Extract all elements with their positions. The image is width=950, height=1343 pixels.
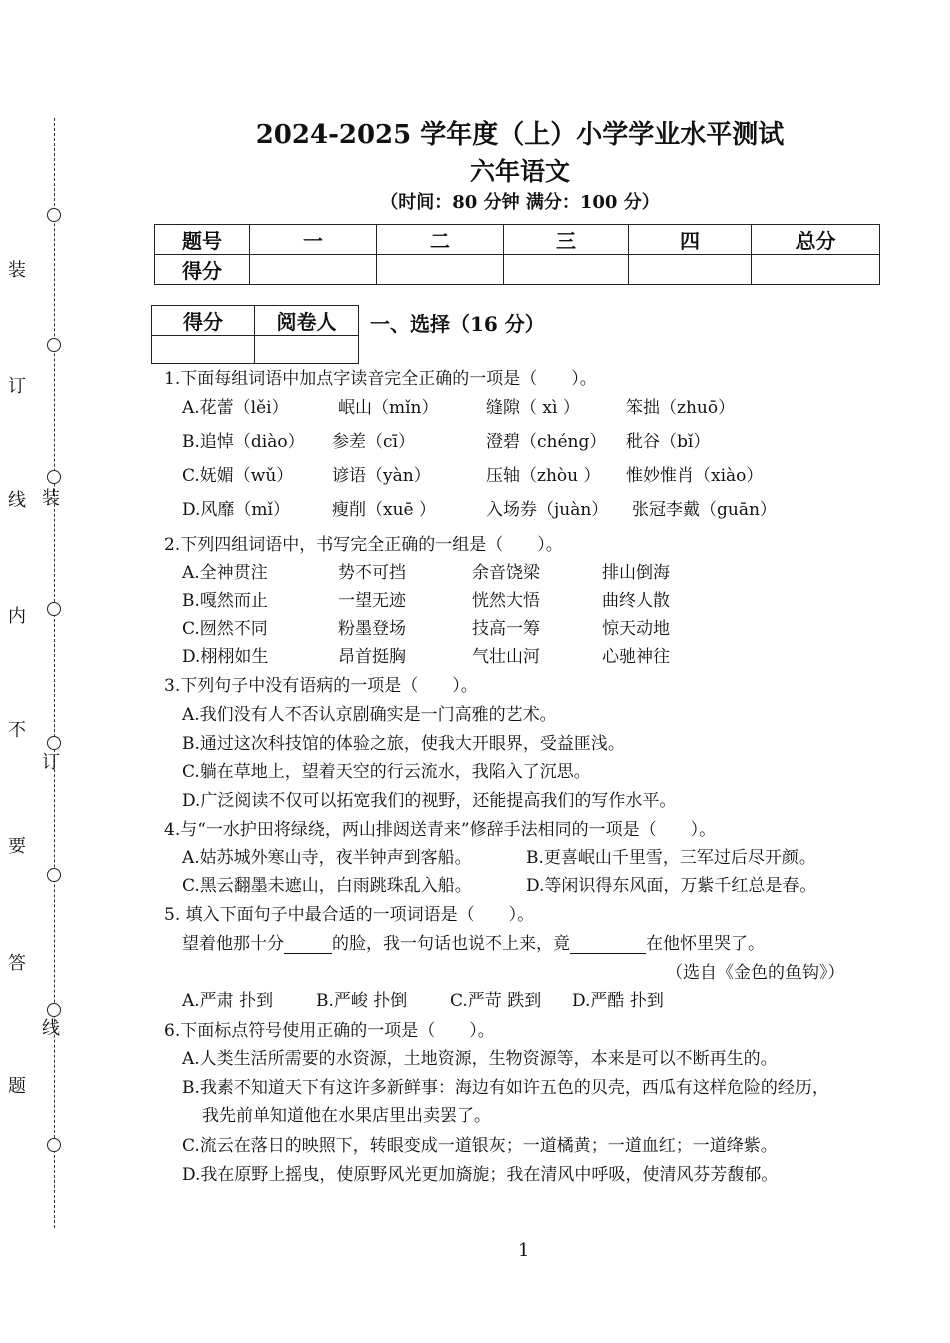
score-empty-cell bbox=[377, 255, 504, 285]
binding-dashed-line bbox=[54, 118, 55, 1228]
section-title: 一、选择（16 分） bbox=[370, 312, 545, 336]
exam-info: （时间：80 分钟 满分：100 分） bbox=[380, 192, 660, 213]
question-5-stem: 5. 填入下面句子中最合适的一项词语是（ ）。 bbox=[164, 905, 535, 925]
binding-hole-icon bbox=[47, 208, 61, 222]
margin-char: 要 bbox=[8, 836, 26, 857]
score-table bbox=[154, 224, 880, 285]
score-header-cell: 二 bbox=[377, 225, 504, 255]
question-3-option-b: B.通过这次科技馆的体验之旅，使我大开眼界，受益匪浅。 bbox=[182, 734, 625, 754]
question-6-option-a: A.人类生活所需要的水资源，土地资源，生物资源等，本来是可以不断再生的。 bbox=[182, 1049, 778, 1069]
binding-hole-icon bbox=[47, 736, 61, 750]
grader-table bbox=[151, 305, 359, 364]
question-4-stem: 4.与“一水护田将绿绕，两山排闼送青来”修辞手法相同的一项是（ ）。 bbox=[164, 820, 717, 840]
score-empty-cell bbox=[629, 255, 752, 285]
score-header-cell: 四 bbox=[629, 225, 752, 255]
score-empty-cell bbox=[250, 255, 377, 285]
binding-hole-icon bbox=[47, 470, 61, 484]
binding-hole-icon bbox=[47, 868, 61, 882]
score-empty-cell bbox=[504, 255, 629, 285]
grader-empty-cell bbox=[152, 336, 255, 364]
margin-char: 线 bbox=[8, 490, 26, 511]
margin-char: 答 bbox=[8, 953, 26, 974]
margin-char: 装 bbox=[8, 260, 26, 281]
score-header-cell: 题号 bbox=[155, 225, 250, 255]
question-5-option-c: C.严苛 跌到 bbox=[450, 991, 542, 1011]
question-4-option-a: A.姑苏城外寒山寺，夜半钟声到客船。 bbox=[182, 848, 472, 868]
binding-hole-icon bbox=[47, 338, 61, 352]
exam-title: 2024-2025 学年度（上）小学学业水平测试 bbox=[255, 120, 785, 150]
question-5-option-d: D.严酷 扑到 bbox=[572, 991, 664, 1011]
answer-blank bbox=[570, 937, 646, 954]
question-6-option-b-cont: 我先前单知道他在水果店里出卖罢了。 bbox=[202, 1106, 491, 1126]
question-5-sentence: 望着他那十分 的脸，我一句话也说不上来，竟 在他怀里哭了。 bbox=[182, 934, 765, 954]
question-6-option-c: C.流云在落日的映照下，转眼变成一道银灰；一道橘黄；一道血红；一道绛紫。 bbox=[182, 1136, 778, 1156]
margin-inner-char: 装 bbox=[42, 488, 60, 509]
page-number: 1 bbox=[518, 1240, 530, 1261]
grader-name-cell: 阅卷人 bbox=[255, 306, 359, 336]
binding-hole-icon bbox=[47, 1138, 61, 1152]
question-5-source: （选自《金色的鱼钩》） bbox=[666, 963, 845, 983]
question-6-option-b: B.我素不知道天下有这许多新鲜事：海边有如许五色的贝壳，西瓜有这样危险的经历， bbox=[182, 1078, 829, 1098]
binding-hole-icon bbox=[47, 602, 61, 616]
question-3-option-d: D.广泛阅读不仅可以拓宽我们的视野，还能提高我们的写作水平。 bbox=[182, 791, 677, 811]
answer-blank bbox=[284, 937, 332, 954]
question-5-option-a: A.严肃 扑到 bbox=[182, 991, 274, 1011]
question-3-option-c: C.躺在草地上，望着天空的行云流水，我陷入了沉思。 bbox=[182, 762, 591, 782]
score-label-cell: 得分 bbox=[155, 255, 250, 285]
question-1-stem: 1.下面每组词语中加点字读音完全正确的一项是（ ）。 bbox=[164, 369, 597, 389]
exam-subtitle: 六年语文 bbox=[469, 157, 570, 186]
binding-hole-icon bbox=[47, 1003, 61, 1017]
question-4-option-b: B.更喜岷山千里雪，三军过后尽开颜。 bbox=[526, 848, 816, 868]
question-6-stem: 6.下面标点符号使用正确的一项是（ ）。 bbox=[164, 1021, 495, 1041]
score-header-cell: 一 bbox=[250, 225, 377, 255]
question-6-option-d: D.我在原野上摇曳，使原野风光更加旖旎；我在清风中呼吸，使清风芬芳馥郁。 bbox=[182, 1165, 779, 1185]
question-2-stem: 2.下列四组词语中，书写完全正确的一组是（ ）。 bbox=[164, 535, 563, 555]
margin-char: 订 bbox=[8, 376, 26, 397]
margin-inner-char: 订 bbox=[42, 752, 60, 773]
question-5-option-b: B.严峻 扑倒 bbox=[316, 991, 408, 1011]
grader-empty-cell bbox=[255, 336, 359, 364]
question-4-option-c: C.黑云翻墨未遮山，白雨跳珠乱入船。 bbox=[182, 876, 472, 896]
grader-score-cell: 得分 bbox=[152, 306, 255, 336]
score-empty-cell bbox=[752, 255, 880, 285]
question-3-stem: 3.下列句子中没有语病的一项是（ ）。 bbox=[164, 676, 478, 696]
margin-char: 内 bbox=[8, 606, 26, 627]
score-header-cell: 三 bbox=[504, 225, 629, 255]
score-header-cell: 总分 bbox=[752, 225, 880, 255]
margin-char: 不 bbox=[8, 720, 26, 741]
margin-char: 题 bbox=[8, 1076, 26, 1097]
margin-inner-char: 线 bbox=[42, 1018, 60, 1039]
question-3-option-a: A.我们没有人不否认京剧确实是一门高雅的艺术。 bbox=[182, 705, 557, 725]
question-4-option-d: D.等闲识得东风面，万紫千红总是春。 bbox=[526, 876, 817, 896]
